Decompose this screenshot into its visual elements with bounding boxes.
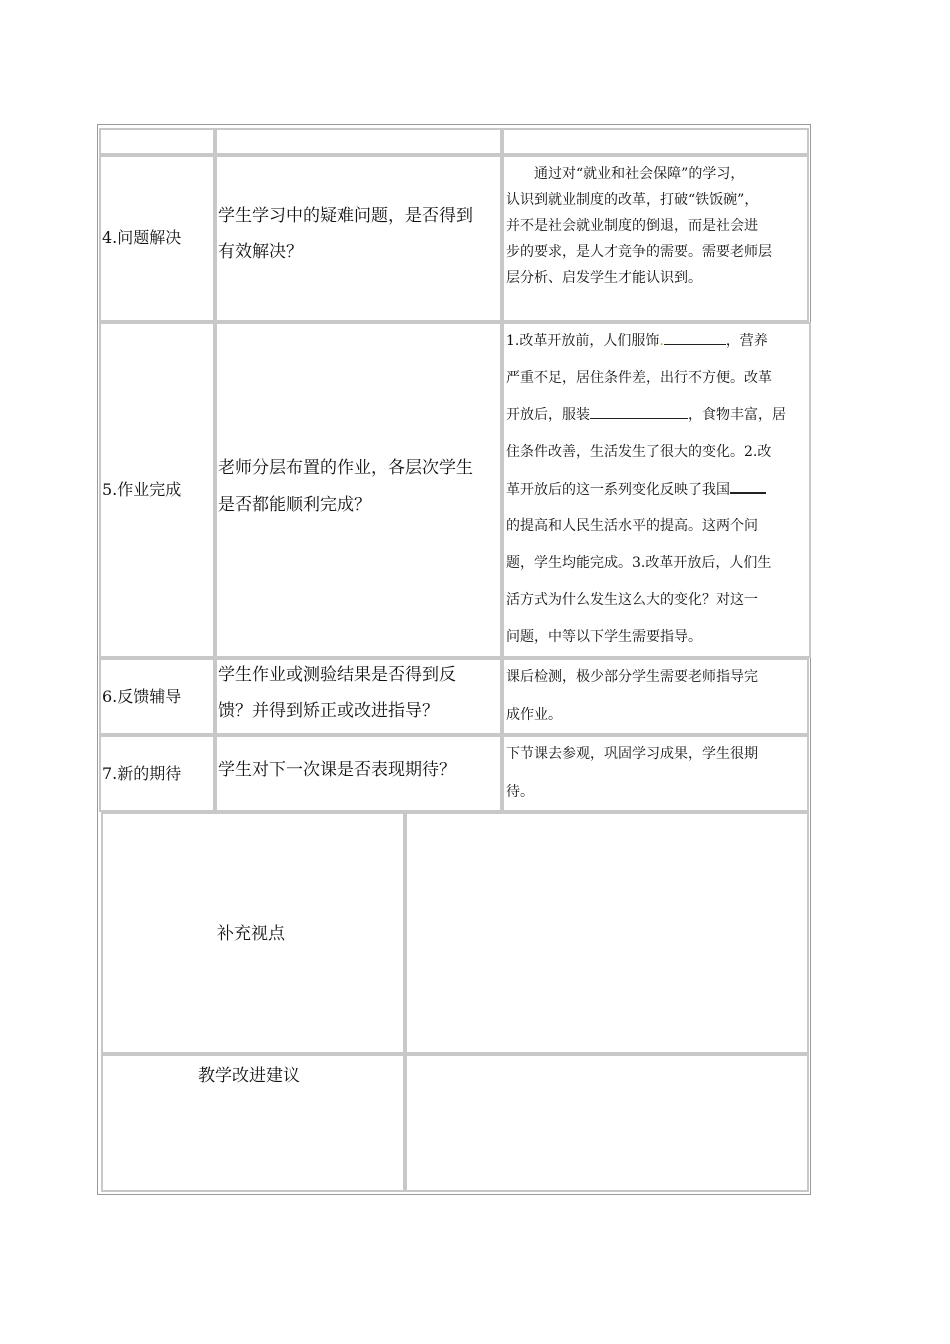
answer-line-5: 革开放后的这一系列变化反映了我国 [506, 478, 766, 499]
row-6-question-cell [215, 658, 502, 735]
question-line: 学生学习中的疑难问题，是否得到 [218, 206, 473, 226]
answer-line-8: 活方式为什么发生这么大的变化？对这一 [506, 592, 758, 608]
row-7-answer-cell [502, 735, 809, 812]
answer-line-1: 1.改革开放前，人们服饰. ，营养 [506, 330, 768, 350]
row-label: 6.反馈辅导 [102, 687, 182, 706]
question-line: 有效解决？ [218, 242, 303, 262]
answer-line-2: 严重不足，居住条件差，出行不方便。改革 [506, 370, 772, 386]
row-5-answer-cell [502, 322, 811, 658]
header-cell-3 [502, 128, 809, 155]
answer-line: 通过对“就业和社会保障”的学习， [506, 166, 745, 182]
answer-line: 步的要求，是人才竞争的需要。需要老师层 [506, 244, 772, 260]
improvement-label-cell [101, 1054, 405, 1192]
answer-line: 层分析、启发学生才能认识到。 [506, 270, 702, 286]
question-line: 老师分层布置的作业，各层次学生 [218, 458, 473, 478]
answer-line: 并不是社会就业制度的倒退，而是社会进 [506, 218, 758, 234]
row-7-label-cell [99, 735, 215, 812]
row-label: 5.作业完成 [102, 480, 182, 499]
row-5-label-cell [99, 322, 215, 658]
question-line: 是否都能顺利完成？ [218, 495, 371, 515]
answer-line: 认识到就业制度的改革，打破“铁饭碗”， [506, 192, 759, 208]
answer-line: 成作业。 [506, 707, 562, 723]
answer-line: 待。 [506, 784, 534, 800]
row-4-answer-cell [502, 155, 809, 322]
row-7-question-cell [215, 735, 502, 812]
row-5-question-cell [215, 322, 502, 658]
answer-line-9: 问题，中等以下学生需要指导。 [506, 629, 702, 645]
row-4-label-cell [99, 155, 215, 322]
supplement-content-cell [405, 812, 809, 1054]
fill-blank-2 [590, 404, 688, 419]
supplement-label: 补充视点 [217, 924, 285, 944]
row-6-answer-cell [502, 658, 809, 735]
row-6-label-cell [99, 658, 215, 735]
row-label: 7.新的期待 [102, 764, 182, 783]
supplement-label-cell [101, 812, 405, 1054]
answer-line-7: 题，学生均能完成。3.改革开放后，人们生 [506, 555, 772, 571]
improvement-content-cell [405, 1054, 809, 1192]
fill-blank-3 [730, 478, 766, 494]
header-cell-2 [215, 128, 502, 155]
row-4-question-cell [215, 155, 502, 322]
question-line: 馈？并得到矫正或改进指导？ [218, 701, 439, 721]
header-cell-1 [99, 128, 215, 155]
answer-line-4: 住条件改善，生活发生了很大的变化。2.改 [506, 444, 772, 460]
answer-line: 课后检测，极少部分学生需要老师指导完 [506, 669, 758, 685]
question-line: 学生对下一次课是否表现期待？ [218, 760, 456, 780]
row-label: 4.问题解决 [102, 228, 182, 247]
answer-line-3: 开放后，服装 ，食物丰富，居 [506, 404, 786, 424]
answer-line: 下节课去参观，巩固学习成果，学生很期 [506, 746, 758, 762]
improvement-label: 教学改进建议 [198, 1066, 300, 1086]
answer-line-6: 的提高和人民生活水平的提高。这两个问 [506, 518, 758, 534]
fill-blank-1 [664, 330, 726, 345]
question-line: 学生作业或测验结果是否得到反 [218, 665, 456, 685]
